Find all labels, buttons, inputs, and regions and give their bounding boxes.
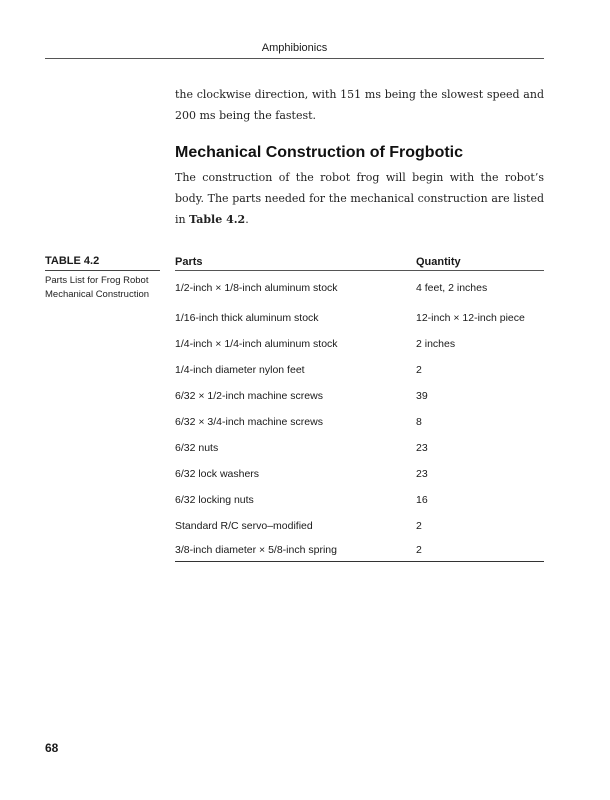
section-paragraph-text: The construction of the robot frog will begin with the robot’s body. The parts needed for the mechanical construction are listed in — [175, 171, 544, 226]
quantity-cell: 2 — [416, 364, 422, 376]
header-quantity: Quantity — [416, 253, 544, 271]
part-cell: 6/32 × 3/4-inch machine screws — [175, 416, 323, 428]
quantity-cell: 23 — [416, 442, 428, 454]
part-cell: Standard R/C servo–modified — [175, 520, 313, 532]
table-header-row — [175, 253, 544, 271]
table-row — [175, 331, 544, 357]
table-row — [175, 513, 544, 539]
part-cell: 1/4-inch diameter nylon feet — [175, 364, 305, 376]
quantity-cell: 23 — [416, 468, 428, 480]
section-paragraph-end: . — [245, 213, 249, 226]
table-row — [175, 487, 544, 513]
part-cell: 1/4-inch × 1/4-inch aluminum stock — [175, 338, 338, 350]
table-row — [175, 305, 544, 331]
header-rule — [45, 58, 544, 59]
table-reference: Table 4.2 — [189, 213, 246, 226]
table-caption — [45, 255, 160, 302]
intro-paragraph: the clockwise direction, with 151 ms being the slowest speed and 200 ms being the fastest. — [175, 88, 544, 122]
part-cell: 6/32 nuts — [175, 442, 219, 454]
quantity-cell: 2 inches — [416, 338, 456, 350]
table-caption-text: Parts List for Frog Robot Mechanical Construction — [45, 275, 150, 300]
page-number: 68 — [45, 741, 59, 755]
part-cell: 6/32 × 1/2-inch machine screws — [175, 390, 323, 402]
table-row — [175, 271, 544, 306]
running-head: Amphibionics — [261, 42, 328, 54]
table-row — [175, 409, 544, 435]
quantity-cell: 16 — [416, 494, 428, 506]
table-row — [175, 539, 544, 562]
table-row — [175, 435, 544, 461]
part-cell: 6/32 lock washers — [175, 468, 260, 480]
table-row — [175, 383, 544, 409]
table-row — [175, 461, 544, 487]
quantity-cell: 39 — [416, 390, 428, 402]
section-paragraph — [175, 167, 544, 230]
parts-table — [175, 253, 544, 562]
part-cell: 6/32 locking nuts — [175, 494, 254, 506]
quantity-cell: 8 — [416, 416, 422, 428]
quantity-cell: 2 — [416, 520, 422, 532]
table-label: TABLE 4.2 — [45, 255, 160, 271]
quantity-cell: 2 — [416, 539, 544, 562]
section-title: Mechanical Construction of Frogbotic — [175, 144, 464, 161]
quantity-cell: 4 feet, 2 inches — [416, 282, 488, 294]
quantity-cell: 12-inch × 12-inch piece — [416, 312, 525, 324]
part-cell: 1/16-inch thick aluminum stock — [175, 312, 319, 324]
header-parts: Parts — [175, 253, 416, 271]
part-cell: 3/8-inch diameter × 5/8-inch spring — [175, 539, 416, 562]
part-cell: 1/2-inch × 1/8-inch aluminum stock — [175, 282, 338, 294]
table-row — [175, 357, 544, 383]
